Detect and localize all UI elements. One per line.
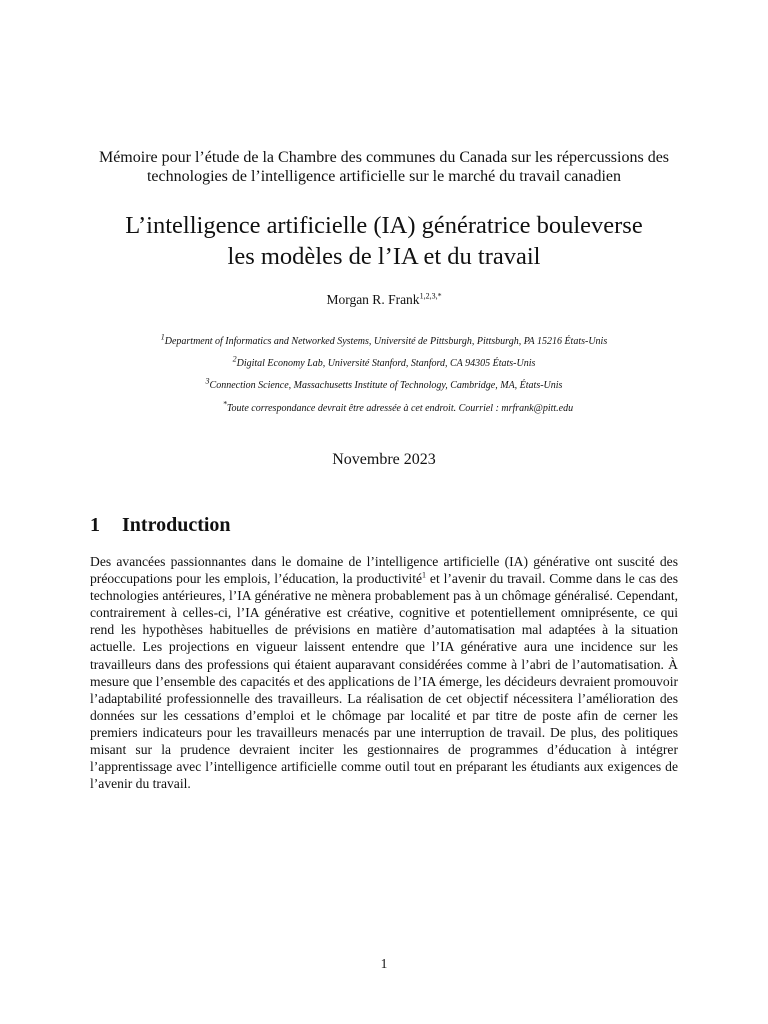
affiliation-text: Digital Economy Lab, Université Stanford, Stanford, CA 94305 États-Unis [236,358,536,369]
section-title: Introduction [122,514,231,536]
affiliation-text: Connection Science, Massachusetts Institute of Technology, Cambridge, MA, États-Unis [209,380,563,391]
author-line [90,292,678,308]
correspondence-note [14,399,768,414]
affiliation-2 [0,354,768,369]
body-paragraph [90,553,678,792]
correspondence-text: Toute correspondance devrait être adressée à cet endroit. Courriel : mrfrank@pitt.edu [226,403,574,414]
section-heading [90,514,231,537]
footnote-mark: 1 [422,570,427,580]
affiliation-text: Department of Informatics and Networked Systems, Université de Pittsburgh, Pittsburgh, PA 15216 États-Unis [164,336,608,347]
affiliation-mark: * [222,399,227,409]
body-text-part-1: Des avancées passionnantes dans le domaine de l’intelligence artificielle (IA) générative ont suscité des préoccupations pour les emplois, l’éducation, la productivité [90,554,678,587]
affiliation-1 [0,332,768,347]
affiliation-mark: 2 [232,354,237,364]
affiliation-3 [0,376,768,391]
document-subtitle: Mémoire pour l’étude de la Chambre des communes du Canada sur les répercussions des technologies de l’intelligence artificielle sur le marché du travail canadien [98,149,670,185]
affiliation-mark: 3 [205,376,210,386]
title-line-2: les modèles de l’IA et du travail [227,243,541,270]
document-title [60,210,708,272]
document-date: Novembre 2023 [332,451,436,468]
author-affiliation-marks: 1,2,3,* [419,291,442,301]
page-number: 1 [380,956,388,971]
author-name: Morgan R. Frank [326,292,420,307]
section-number: 1 [90,514,100,536]
body-text-part-2: et l’avenir du travail. Comme dans le cas des technologies antérieures, l’IA générative ne mènera probablement pas à un chômage généralisé. Cependant, contrairement à celles-ci, l’IA générative est créative, cognitive et potentiellement omniprésente, ce qui rend les hypothèses habituelles de prévisions en matière d’automatisation mal adaptées à la situation actuelle. Les projections en vigueur laissent entendre que l’IA générative aura une incidence sur les travailleurs dans des professions qui étaient auparavant considérées comme à l’abri de l’automatisation. À mesure que l’ensemble des capacités et des applications de l’IA émerge, les décideurs devraient promouvoir l’adaptabilité professionnelle des travailleurs. La réalisation de cet objectif nécessitera l’amélioration des données sur les cessations d’emploi et le chômage par localité et par titre de poste afin de cerner les premiers indicateurs pour les travailleurs menacés par une interruption de travail. De plus, des politiques misant sur la prudence devraient inciter les gestionnaires de programmes d’éducation à intégrer l’apprentissage avec l’intelligence artificielle comme outil tout en préparant les étudiants aux exigences de l’avenir du travail. [90,571,678,792]
affiliation-mark: 1 [160,332,165,342]
title-line-1: L’intelligence artificielle (IA) génératrice bouleverse [125,212,643,239]
